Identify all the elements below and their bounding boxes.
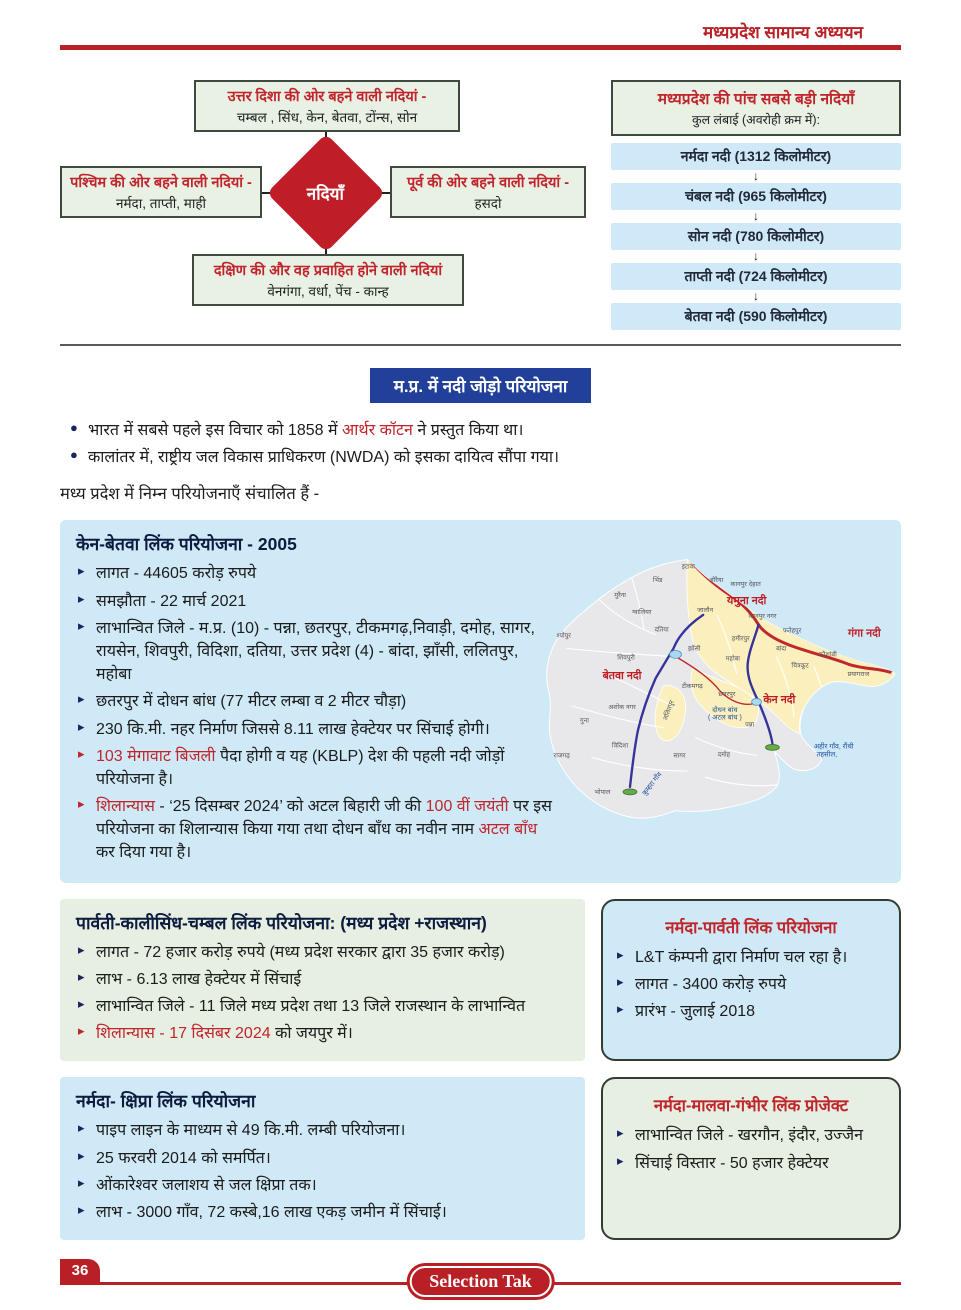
map-label: गुना [580,718,589,726]
map-label: टीकमगढ़ [681,683,703,691]
map-label: अशोक नगर [608,704,636,712]
narmada-parvati-bullets [615,946,887,1024]
map-label: हमीरपुर [731,635,750,643]
map-label: विदिशा [611,742,629,750]
map-label: भिंड [652,577,663,585]
rivers-direction-diagram [60,80,600,316]
kshipra-box [60,1077,585,1240]
narmada-parvati-box [601,899,901,1062]
west-rivers-list: नर्मदा, ताप्ती, माही [115,196,206,211]
west-rivers-title: पश्चिम की ओर बहने वाली नदियां - [70,175,252,191]
river-end-marker [765,745,779,751]
section-heading: म.प्र. में नदी जोड़ो परियोजना [370,368,591,403]
bullet-item: ▸ 103 मेगावाट बिजली पैदा होगी व यह (KBLP) देश की पहली नदी जोड़ों परियोजना है। [78,745,505,788]
map-label: केन नदी [763,694,796,707]
kshipra-row [60,1077,901,1240]
river-length-bar: चंबल नदी (965 किलोमीटर) [611,183,901,210]
kshipra-bullets [76,1119,569,1224]
bullet-item: ▸ पाइप लाइन के माध्यम से 49 कि.मी. लम्बी परियोजना। [78,1120,406,1140]
bullet-item: ● कालांतर में, राष्ट्रीय जल विकास प्राधिकरण (NWDA) को इसका दायित्व सौंपा गया। [70,447,560,467]
map-label: छतरपुर [718,691,736,699]
bullet-item: ▸ L&T कंम्पनी द्वारा निर्माण चल रहा है। [617,946,848,966]
map-label: चित्रकूट [791,662,809,670]
gambhir-box [601,1077,901,1240]
map-label: दतिया [654,627,669,635]
map-label: प्रयागराज [847,671,870,679]
map-label: गंगा नदी [848,627,881,640]
down-arrow-icon: ↓ [753,169,759,183]
map-label: झाँसी [688,645,701,653]
narmada-parvati-title: नर्मदा-पार्वती लिंक परियोजना [665,918,837,937]
top5-rivers-panel [611,80,901,330]
bullet-item: ▸ समझौता - 22 मार्च 2021 [78,590,247,610]
down-arrow-icon: ↓ [753,209,759,223]
map-label: बांदा [776,645,787,653]
bullet-item: ▸ लागत - 44605 करोड़ रुपये [78,563,257,583]
bullet-item: ▸ ओंकारेश्वर जलाशय से जल क्षिप्रा तक। [78,1174,317,1194]
parvati-bullets [76,941,569,1046]
east-rivers-list: हसदो [474,196,502,211]
top5-title: मध्यप्रदेश की पांच सबसे बड़ी नदियाँ [657,91,855,108]
bullet-item: ▸ प्रारंभ - जुलाई 2018 [617,1001,756,1020]
map-label: मुरैना [614,592,626,600]
bullet-item: ▸ लाभान्वित जिले - खरगौन, इंदौर, उज्जैन [617,1125,864,1145]
page-header [60,20,901,50]
bullet-item: ▸ लाभ - 6.13 लाख हेक्टेयर में सिंचाई [78,968,302,988]
bullet-item: ▸ 230 कि.मी. नहर निर्माण जिससे 8.11 लाख हेक्टेयर पर सिंचाई होगी। [78,718,490,738]
map-label: औरैया [708,577,724,585]
map-label: पन्ना [745,721,755,729]
bullet-item: ● भारत में सबसे पहले इस विचार को 1858 में आर्थर कॉटन ने प्रस्तुत किया था। [70,420,524,439]
north-rivers-list: चम्बल , सिंध, केन, बेतवा, टोंन्स, सोन [236,110,418,125]
section-divider [60,344,901,346]
page-header-title: मध्यप्रदेश सामान्य अध्ययन [703,23,863,42]
ken-betwa-box [60,520,901,882]
bullet-item: ▸ लाभान्वित जिले - 11 जिले मध्य प्रदेश तथा 13 जिले राजस्थान के लाभान्वित [78,996,526,1015]
map-label: तहसील, [816,751,838,759]
bullet-item: ▸ शिलान्यास - ‘25 दिसम्बर 2024’ को अटल बिहारी जी की 100 वीं जयंती पर इस परियोजना का शिलान्यास किया गया तथा दोधन बाँध का नवीन नाम अटल बाँध कर दिया गया है। [78,796,552,862]
top5-header-box [611,80,901,136]
rivers-diagram-row [60,80,901,330]
map-label: दमोह [717,751,731,759]
map-label: फतेहपुर [783,628,802,636]
bullet-item: ▸ सिंचाई विस्तार - 50 हजार हेक्टेयर [617,1152,829,1172]
north-rivers-box [194,80,460,132]
map-label: बेतवा नदी [602,670,642,683]
map-label: ग्वालियर [632,609,652,617]
map-label: महोबा [725,655,740,663]
map-label: सागर [673,752,686,760]
bullet-item: ▸ लाभ - 3000 गाँव, 72 कस्बे,16 लाख एकड़ जमीन में सिंचाई। [78,1201,447,1221]
gambhir-title: नर्मदा-मालवा-गंभीर लिंक प्रोजेक्ट [653,1097,849,1116]
map-label: श्योपुर [556,632,571,640]
river-length-bar: ताप्ती नदी (724 किलोमीटर) [611,263,901,290]
bullet-item: ▸ लागत - 72 हजार करोड़ रुपये (मध्य प्रदेश सरकार द्वारा 35 हजार करोड़) [78,941,505,961]
south-rivers-list: वेनगंगा, वर्धा, पेंच - कान्ह [267,284,389,299]
intro-line: मध्य प्रदेश में निम्न परियोजनाएँ संचालित हैं - [60,485,320,504]
east-rivers-box [390,166,586,218]
map-label: कौशांबी [818,651,837,659]
ken-betwa-title: केन-बेतवा लिंक परियोजना - 2005 [76,534,297,555]
south-rivers-title: दक्षिण की और वह प्रवाहित होने वाली नदियां [213,263,443,279]
south-rivers-box [192,254,464,306]
gambhir-bullets [615,1124,887,1174]
ken-betwa-map-svg [537,552,899,832]
map-label: दोधन बांध [712,707,738,715]
ken-betwa-map [537,552,899,832]
north-rivers-title: उत्तर दिशा की ओर बहने वाली नदियां - [227,89,427,105]
map-label: राजगढ़ [553,752,570,760]
parvati-title: पार्वती-कालीसिंध-चम्बल लिंक परियोजना: (मध्य प्रदेश +राजस्थान) [76,912,487,933]
bullet-item: ▸ लागत - 3400 करोड़ रुपये [617,973,787,993]
river-length-bar: सोन नदी (780 किलोमीटर) [611,223,901,250]
intro-bullet-list [60,419,901,469]
ken-betwa-bullets [76,562,554,864]
map-label: कानपुर देहात [730,581,761,589]
ken-betwa-text [76,532,554,864]
brand-badge: Selection Tak [409,1266,552,1297]
bullet-item: ▸ लाभान्वित जिले - म.प्र. (10) - पन्ना, छतरपुर, टीकमगढ़,निवाड़ी, दमोह, सागर, रायसेन, शिवपुरी, विदिशा, दतिया, उत्तर प्रदेश (4) - बांदा, झाँसी, ललितपुर, महोबा [78,617,535,684]
top5-subtitle: कुल लंबाई (अवरोही क्रम में): [691,113,821,127]
bullet-item: ▸ छतरपुर में दोधन बांध (77 मीटर लम्बा व 2 मीटर चौड़ा) [78,691,407,711]
river-end-marker [623,789,637,795]
east-rivers-title: पूर्व की ओर बहने वाली नदियां - [406,175,570,191]
reservoir-marker [670,651,682,659]
river-length-bar: बेतवा नदी (590 किलोमीटर) [611,303,901,330]
down-arrow-icon: ↓ [753,249,759,263]
map-label: कानपुर नगर [748,613,777,621]
parvati-box [60,899,585,1062]
rivers-diamond [267,134,386,253]
river-length-bar: नर्मदा नदी (1312 किलोमीटर) [611,143,901,170]
map-label: शिवपुरी [617,654,635,662]
west-rivers-box [60,166,262,218]
page-number: 36 [60,1259,100,1283]
map-label: इटावा [681,563,695,571]
rivers-diamond-label: नदियाँ [307,184,345,204]
map-label: कुम्हरा गाँव [641,771,664,798]
page-footer [60,1258,901,1310]
bullet-item: ▸ 25 फरवरी 2014 को समर्पित। [78,1147,271,1167]
map-label: यमुना नदी [727,595,767,608]
map-label: ( अटल बांध ) [708,715,742,723]
down-arrow-icon: ↓ [753,289,759,303]
top5-bars [611,143,901,330]
map-label: जालौन [697,607,714,615]
map-label: ललितपुर [662,699,676,722]
bullet-item: ▸ शिलान्यास - 17 दिसंबर 2024 को जयपुर में। [78,1023,353,1043]
kshipra-title: नर्मदा- क्षिप्रा लिंक परियोजना [76,1091,256,1112]
map-label: भोपाल [594,789,611,797]
dodhan-dam-marker [752,699,762,706]
parvati-row [60,899,901,1062]
map-label: अहीर गाँव, रौंथी [813,743,854,751]
